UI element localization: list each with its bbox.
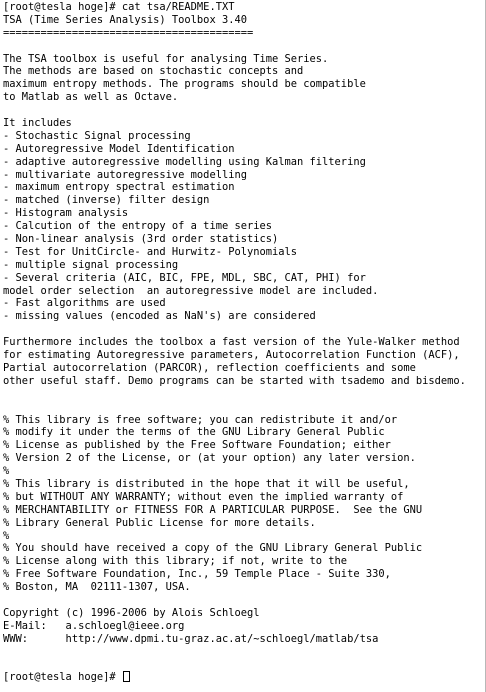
terminal-line: % but WITHOUT ANY WARRANTY; without even the implied warranty of [3,490,404,503]
terminal-line: Copyright (c) 1996-2006 by Alois Schloegl [3,606,260,619]
terminal-line: - maximum entropy spectral estimation [3,181,235,194]
terminal-line: E-Mail: a.schloegl@ieee.org [3,619,185,632]
terminal-line: - multivariate autoregressive modelling [3,168,247,181]
terminal-line: - Histogram analysis [3,207,129,220]
terminal-line: - Autoregressive Model Identification [3,142,235,155]
terminal-line: % This library is free software; you can redistribute it and/or [3,413,398,426]
terminal-line: to Matlab as well as Octave. [3,91,179,104]
terminal-line [3,323,466,336]
terminal-line: Partial autocorrelation (PARCOR), reflection coefficients and some [3,361,416,374]
terminal-line [3,646,466,659]
terminal-line: % This library is distributed in the hope that it will be useful, [3,477,410,490]
terminal-line: [root@tesla hoge]# cat tsa/README.TXT [3,1,235,13]
terminal-line: % modify it under the terms of the GNU Library General Public [3,426,385,439]
terminal-line: WWW: http://www.dpmi.tu-graz.ac.at/~schloegl/matlab/tsa [3,632,379,645]
shell-prompt: [root@tesla hoge]# [3,671,122,684]
terminal-line: It includes [3,117,72,130]
terminal-line: ======================================== [3,26,254,39]
terminal-line: maximum entropy methods. The programs should be compatible [3,78,366,91]
terminal-line: - Test for UnitCircle- and Hurwitz- Polynomials [3,245,298,258]
terminal-line: - missing values (encoded as NaN's) are considered [3,310,316,323]
text-cursor [123,671,130,682]
terminal-line: - Non-linear analysis (3rd order statistics) [3,233,279,246]
prompt-line[interactable] [3,671,466,684]
terminal-line: % License along with this library; if not, write to the [3,555,348,568]
terminal-line: - adaptive autoregressive modelling using Kalman filtering [3,155,366,168]
terminal-line: for estimating Autoregressive parameters, Autocorrelation Function (ACF), [3,349,460,362]
terminal-line [3,40,466,53]
terminal-line: Furthermore includes the toolbox a fast version of the Yule-Walker method [3,336,460,349]
terminal-line [3,388,466,401]
terminal-line: % Boston, MA 02111-1307, USA. [3,581,191,594]
terminal-line: % [3,529,10,542]
terminal-line: The methods are based on stochastic concepts and [3,65,304,78]
terminal-line: TSA (Time Series Analysis) Toolbox 3.40 [3,13,247,26]
terminal-line: % You should have received a copy of the GNU Library General Public [3,542,423,555]
terminal-output [3,1,466,684]
terminal-line: - Stochastic Signal processing [3,129,191,142]
terminal-line [3,594,466,607]
terminal-line: % Library General Public License for more details. [3,516,316,529]
terminal-line: - Calcution of the entropy of a time series [3,220,272,233]
terminal-line: % Free Software Foundation, Inc., 59 Temple Place - Suite 330, [3,568,391,581]
terminal-line: % MERCHANTABILITY or FITNESS FOR A PARTICULAR PURPOSE. See the GNU [3,503,423,516]
terminal-line [3,658,466,671]
terminal-line: other useful staff. Demo programs can be started with tsademo and bisdemo. [3,374,466,387]
terminal-line [3,104,466,117]
terminal-line: - matched (inverse) filter design [3,194,210,207]
terminal-line [3,401,466,414]
terminal-line: model order selection an autoregressive model are included. [3,284,379,297]
terminal-line: - Fast algorithms are used [3,297,166,310]
terminal-line: % [3,465,10,478]
terminal-line: - Several criteria (AIC, BIC, FPE, MDL, SBC, CAT, PHI) for [3,271,366,284]
terminal-line: % License as published by the Free Software Foundation; either [3,439,391,452]
terminal-line: % Version 2 of the License, or (at your option) any later version. [3,452,416,465]
terminal-line: - multiple signal processing [3,258,179,271]
terminal-line: The TSA toolbox is useful for analysing Time Series. [3,52,329,65]
